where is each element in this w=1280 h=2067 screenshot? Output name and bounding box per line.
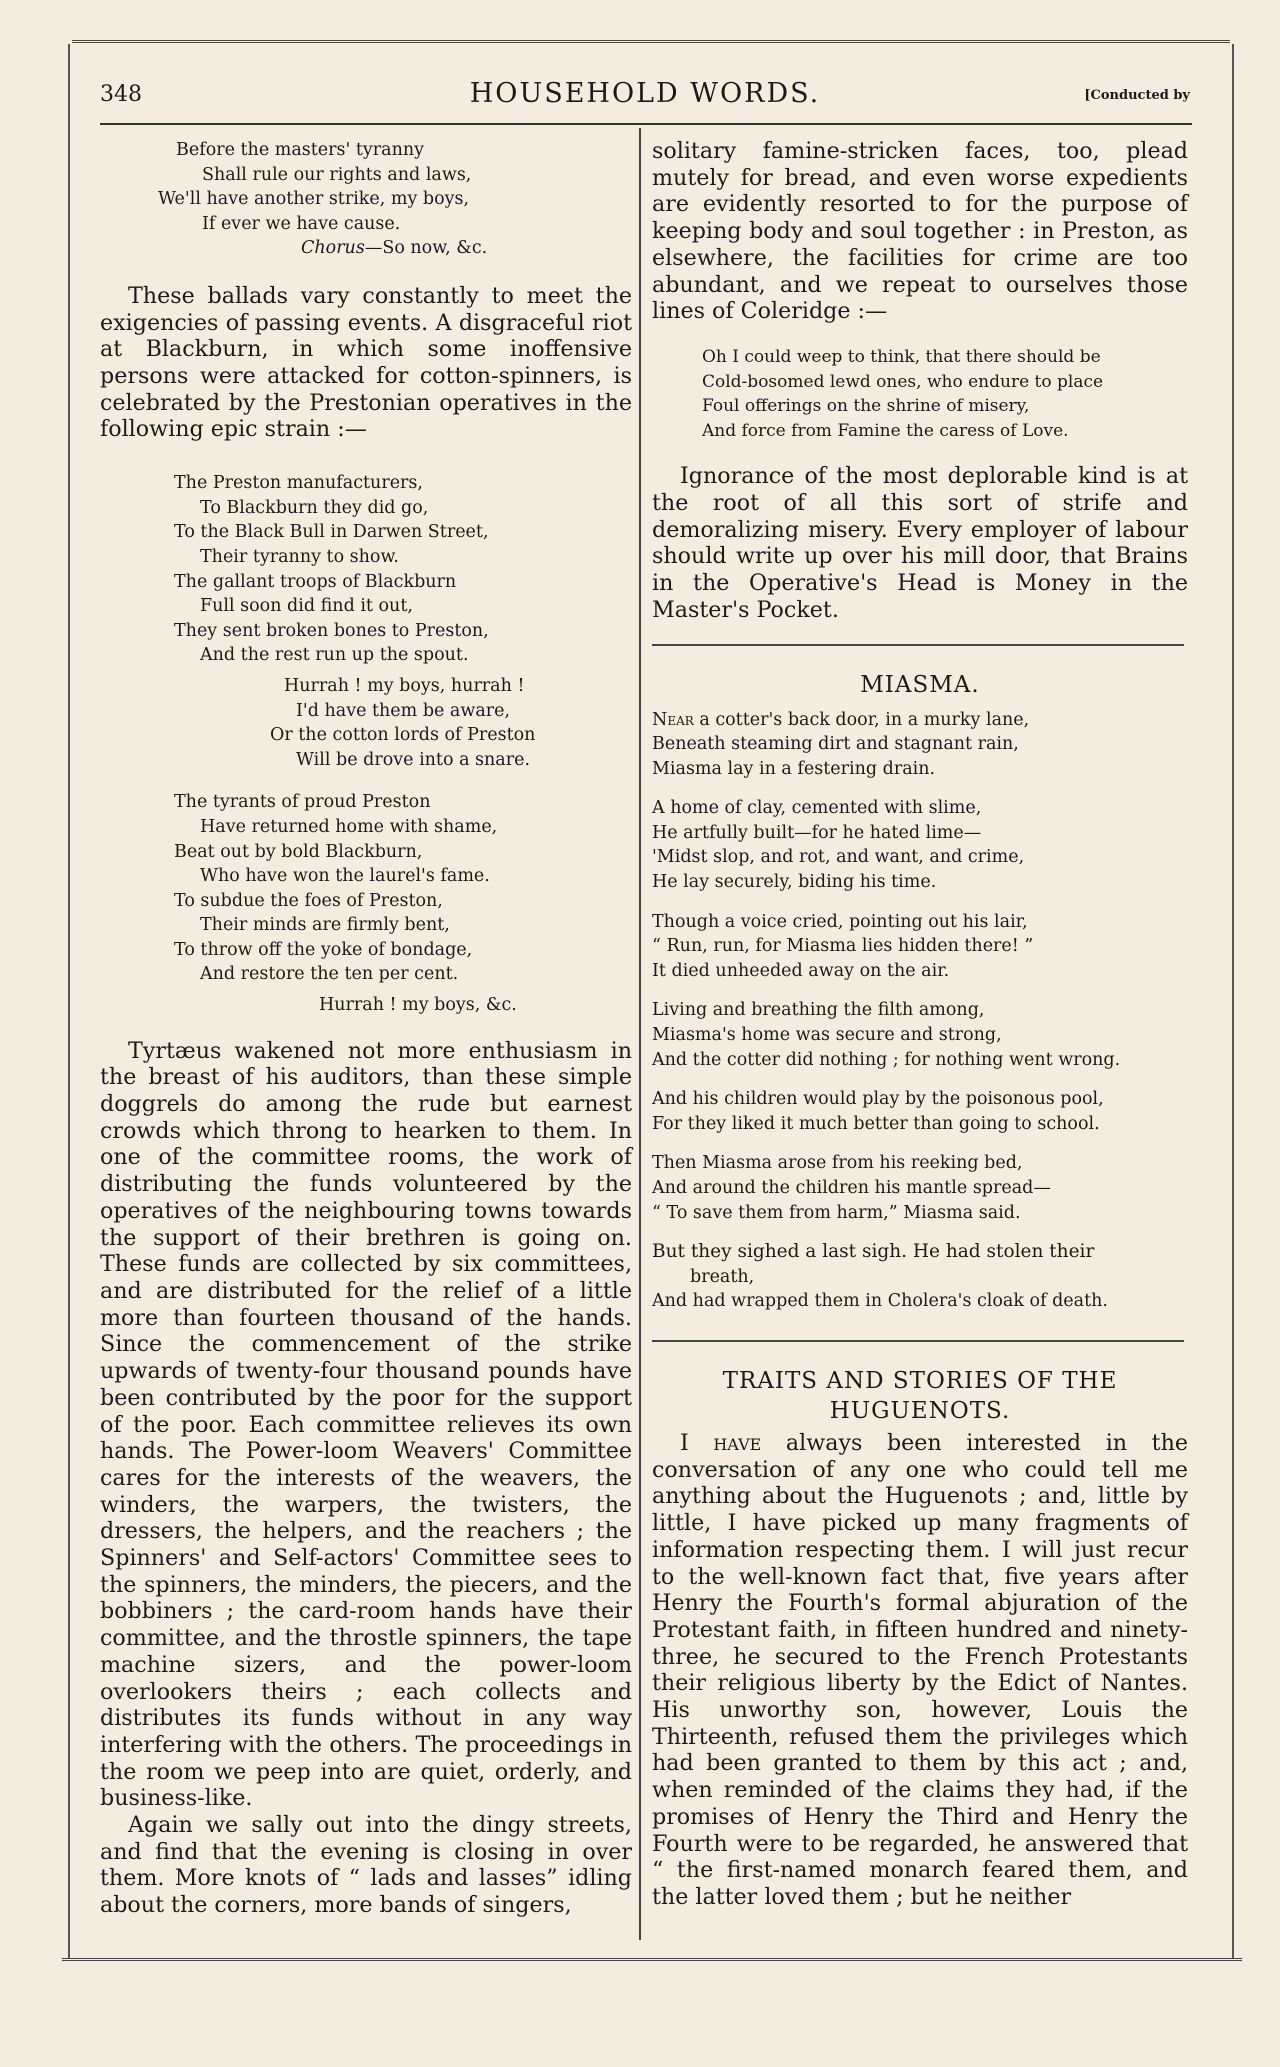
verse-line: Full soon did find it out, — [200, 596, 413, 617]
verse-line: Have returned home with shame, — [200, 816, 498, 837]
verse-line: The Preston manufacturers, — [174, 473, 423, 494]
stanza — [652, 998, 1188, 1072]
verse-text: a cotter's back door, in a murky lane, — [693, 709, 1030, 730]
drop-word: I have — [680, 1429, 762, 1456]
verse-line: I'd have them be aware, — [296, 700, 511, 721]
paragraph-text: always been interested in the conversation of any one who could tell me anything about the Huguenots ; and, little by little, I have picked up many fragments of information respecting them. I will just recur to the well-known fact that, five years after Henry the Fourth's formal abjuration of the Protestant faith, in fifteen hundred and ninety-three, he secured to the French Protestants their religious liberty by the Edict of Nantes. His unworthy son, however, Louis the Thirteenth, refused them the privileges which had been granted to them by this act ; and, when reminded of the claims they had, if the promises of Henry the Third and Henry the Fourth were to be regarded, he answered that “ the first-named monarch feared them, and the latter loved them ; but he neither — [652, 1429, 1189, 1910]
verse-line: Miasma lay in a festering drain. — [652, 758, 936, 779]
quote-line: Cold-bosomed lewd ones, who endure to place — [702, 371, 1104, 392]
verse-line: 'Midst slop, and rot, and want, and crime, — [652, 847, 1025, 868]
verse-line: Or the cotton lords of Preston — [270, 725, 536, 746]
verse-line: Their minds are firmly bent, — [200, 915, 450, 936]
stanza — [652, 796, 1188, 894]
verse-line: breath, — [690, 1266, 755, 1287]
verse-line: Who have won the laurel's fame. — [200, 866, 490, 887]
chorus-label: Chorus — [301, 238, 365, 259]
verse-line: Then Miasma arose from his reeking bed, — [652, 1153, 1023, 1174]
verse-line: Shall rule our rights and laws, — [202, 164, 472, 185]
traits-title — [652, 1366, 1188, 1426]
verse-line: He lay securely, biding his time. — [652, 872, 937, 893]
left-border — [68, 44, 70, 1958]
verse-line: To Blackburn they did go, — [200, 497, 429, 518]
stanza — [652, 708, 1188, 782]
paragraph: Again we sally out into the dingy streets, and find that the evening is closing in over them. More knots of “ lads and lasses” idling about the corners, more bands of singers, — [100, 1812, 632, 1919]
verse-line: A home of clay, cemented with slime, — [652, 798, 982, 819]
verse-line: To the Black Bull in Darwen Street, — [174, 522, 489, 543]
running-title: HOUSEHOLD WORDS. — [469, 78, 821, 109]
right-border — [1232, 44, 1234, 1958]
verse-line: Beat out by bold Blackburn, — [174, 841, 423, 862]
verse-line: It died unheeded away on the air. — [652, 960, 950, 981]
verse-line: And had wrapped them in Cholera's cloak of death. — [652, 1291, 1108, 1312]
verse-line: Will be drove into a snare. — [296, 749, 531, 770]
verse-line: “ Run, run, for Miasma lies hidden there! ” — [652, 936, 1034, 957]
quote-line: Foul offerings on the shrine of misery, — [702, 396, 1030, 417]
verse-line: To throw off the yoke of bondage, — [174, 939, 473, 960]
verse-line: For they liked it much better than going to school. — [652, 1113, 1100, 1134]
verse-line: Their tyranny to show. — [200, 546, 399, 567]
left-column — [100, 138, 632, 1919]
refrain-line: Hurrah ! my boys, &c. — [319, 995, 517, 1016]
quote-line: Oh I could weep to think, that there should be — [702, 346, 1101, 367]
verse-line: And the cotter did nothing ; for nothing went wrong. — [652, 1049, 1121, 1070]
paragraph: These ballads vary constantly to meet the exigencies of passing events. A disgraceful riot at Blackburn, in which some inoffensive persons were attacked for cotton-spinners, is celebrated by the Prestonian operatives in the following epic strain :— — [100, 282, 632, 443]
column-rule — [639, 128, 641, 1940]
verse-strike — [158, 138, 632, 261]
paragraph: Ignorance of the most deplorable kind is at the root of all this sort of strife and demoralizing misery. Every employer of labour should write up over his mill door, that Brains in the Operative's Head is Money in the Master's Pocket. — [652, 463, 1188, 623]
paragraph: solitary famine-stricken faces, too, plead mutely for bread, and even worse expedients are evidently resorted to for the purpose of keeping body and soul together : in Preston, as elsewhere, the facilities for crime are too abundant, and we repeat to ourselves those lines of Coleridge :— — [652, 138, 1188, 325]
quote-line: And force from Famine the caress of Love. — [702, 420, 1069, 441]
verse-line: And around the children his mantle spread— — [652, 1178, 1051, 1199]
section-rule — [652, 644, 1184, 646]
stanza — [652, 1151, 1188, 1225]
coleridge-quote — [702, 345, 1188, 443]
verse-line: But they sighed a last sigh. He had stolen their — [652, 1241, 1095, 1263]
verse-preston-a — [174, 471, 632, 668]
verse-line: Living and breathing the filth among, — [652, 1000, 985, 1021]
verse-line: And the rest run up the spout. — [200, 645, 469, 666]
traits-title-line: HUGUENOTS. — [829, 1397, 1011, 1424]
verse-line: He artfully built—for he hated lime— — [652, 822, 982, 843]
bottom-border — [62, 1958, 1242, 1961]
page-number: 348 — [100, 82, 142, 107]
verse-line: To subdue the foes of Preston, — [174, 890, 443, 911]
verse-line: They sent broken bones to Preston, — [174, 620, 489, 641]
verse-line: The gallant troops of Blackburn — [174, 571, 457, 592]
page-header — [100, 78, 1190, 112]
verse-line — [652, 708, 1188, 733]
verse-line: And his children would play by the poisonous pool, — [652, 1089, 1104, 1110]
verse-line: Though a voice cried, pointing out his lair, — [652, 911, 1028, 932]
verse-preston-b — [174, 674, 632, 772]
miasma-poem — [652, 708, 1188, 1314]
verse-line: Before the masters' tyranny — [176, 140, 424, 160]
stanza — [652, 1240, 1188, 1314]
conducted-by: [Conducted by — [1084, 88, 1190, 103]
verse-line: Hurrah ! my boys, hurrah ! — [284, 675, 525, 696]
chorus-text: —So now, &c. — [364, 238, 488, 259]
verse-line: Beneath steaming dirt and stagnant rain, — [652, 734, 1019, 755]
verse-tyrants — [174, 790, 632, 1017]
header-rule — [100, 123, 1192, 125]
right-column — [652, 138, 1188, 1911]
drop-word: Near — [652, 709, 694, 730]
verse-line: “ To save them from harm,” Miasma said. — [652, 1202, 1021, 1223]
verse-line: We'll have another strike, my boys, — [158, 189, 470, 210]
paragraph: Tyrtæus wakened not more enthusiasm in the breast of his auditors, than these simple doggrels do among the rude but earnest crowds which throng to hearken to them. In one of the committee rooms, the work of distributing the funds volunteered by the operatives of the neighbouring towns towards the support of their brethren is going on. These funds are collected by six committees, and are distributed for the relief of a little more than fourteen thousand of the hands. Since the commencement of the strike upwards of twenty-four thousand pounds have been contributed by the poor for the support of the poor. Each committee relieves its own hands. The Power-loom Weavers' Committee cares for the interests of the weavers, the winders, the warpers, the twisters, the dressers, the helpers, and the reachers ; the Spinners' and Self-actors' Committee sees to the spinners, the minders, the piecers, and the bobbiners ; the card-room hands have their committee, and the throstle spinners, the tape machine sizers, and the power-loom overlookers theirs ; each collects and distributes its funds without in any way interfering with the others. The proceedings in the room we peep into are quiet, orderly, and business-like. — [100, 1037, 632, 1812]
stanza — [652, 1087, 1188, 1136]
verse-line: If ever we have cause. — [202, 213, 401, 234]
traits-title-line: TRAITS AND STORIES OF THE — [722, 1367, 1118, 1394]
paragraph — [652, 1430, 1188, 1911]
stanza — [652, 910, 1188, 984]
miasma-title: MIASMA. — [860, 671, 980, 698]
verse-line: Miasma's home was secure and strong, — [652, 1025, 1002, 1046]
verse-line: And restore the ten per cent. — [200, 964, 459, 985]
chorus-line — [176, 236, 632, 261]
top-border — [72, 40, 1230, 49]
verse-line: The tyrants of proud Preston — [174, 792, 431, 813]
section-rule — [652, 1340, 1184, 1342]
